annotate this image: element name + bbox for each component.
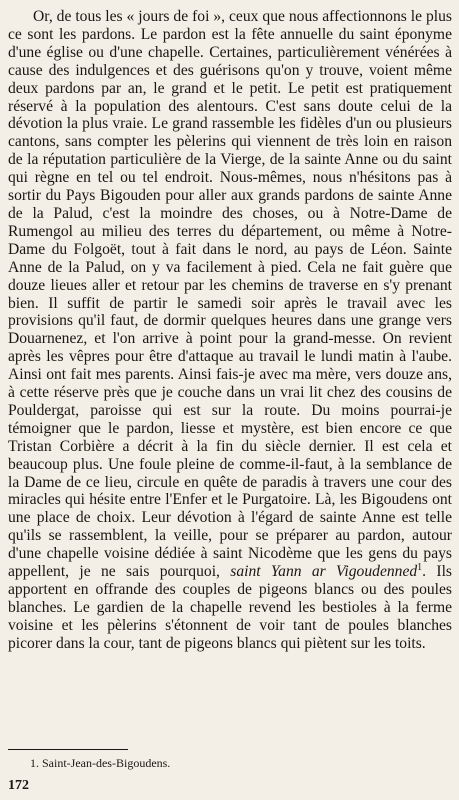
body-text-part-1: Or, de tous les « jours de foi », ceux que nous affectionnons le plus ce sont les pardons. Le pardon est la fête annuelle du saint éponyme d'une église ou d'une chapelle. Certaines, particulièrement vénérées à cause des indulgences et des guérisons qu'on y trouve, voient même deux pardons par an, le grand et le petit. Le petit est pratiquement réservé à la population des alentours. C'est sans doute celui de la dévotion la plus vraie. Le grand rassemble les fidèles d'un ou plusieurs cantons, sans compter les pèlerins qui viennent de très loin en raison de la réputation particulière de la Vierge, de la sainte Anne ou du saint qui règne en tel ou tel endroit. Nous-mêmes, nous n'hésitons pas à sortir du Pays Bigouden pour aller aux grands pardons de sainte Anne de la Palud, c'est la moindre des choses, ou à Notre-Dame de Rumengol au milieu des terres du département, ou même à Notre-Dame du Folgoët, tout à fait dans le nord, au pays de Léon. Sainte Anne de la Palud, on y va facilement à pied. Cela ne fait guère que douze lieues aller et retour par les chemins de traverse en s'y prenant bien. Il suffit de partir le samedi soir après le travail avec les provisions qu'il faut, de dormir quelques heures dans une grange vers Douarnenez, et l'on arrive à point pour la grand-messe. On revient après les vêpres pour être d'attaque au travail le lundi matin à l'aube. Ainsi ont fait mes parents. Ainsi fais-je avec ma mère, vers douze ans, à cette réserve près que je couche dans un vrai lit chez des cousins de Pouldergat, paroisse qui est sur la route. Du moins pourrai-je témoigner que le pardon, liesse et mystère, est bien encore ce que Tristan Corbière a décrit à la fin du siècle dernier. Il est cela et beaucoup plus. Une foule pleine de comme-il-faut, à la semblance de la Dame de ce lieu, circule en quête de paradis à travers une cour des miracles qui hésite entre l'Enfer et le Purgatoire. Là, les Bigoudens ont une place de choix. Leur dévotion à l'égard de sainte Anne est telle qu'ils se rassemblent, la veille, pour se préparer au pardon, autour d'une chapelle voisine dédiée à saint Nicodème que les gens du pays appellent, je ne sais pourquoi, — [8, 8, 452, 581]
footnote-reference: 1 — [417, 561, 423, 573]
body-paragraph — [8, 8, 452, 653]
footnote-rule — [8, 749, 128, 750]
breton-name: saint Yann ar Vigoudenned — [230, 563, 418, 581]
footnote: 1. Saint-Jean-des-Bigoudens. — [30, 756, 171, 770]
page-number: 172 — [8, 778, 29, 793]
body-text-part-2: . Ils apportent en offrande des couples de pigeons blancs ou des poules blanches. Le gardien de la chapelle revend les bestioles à la ferme voisine et les pèlerins s'étonnent de voir tant de poules blanches picorer dans la cour, tant de pigeons blancs qui piètent sur les toits. — [8, 563, 452, 652]
